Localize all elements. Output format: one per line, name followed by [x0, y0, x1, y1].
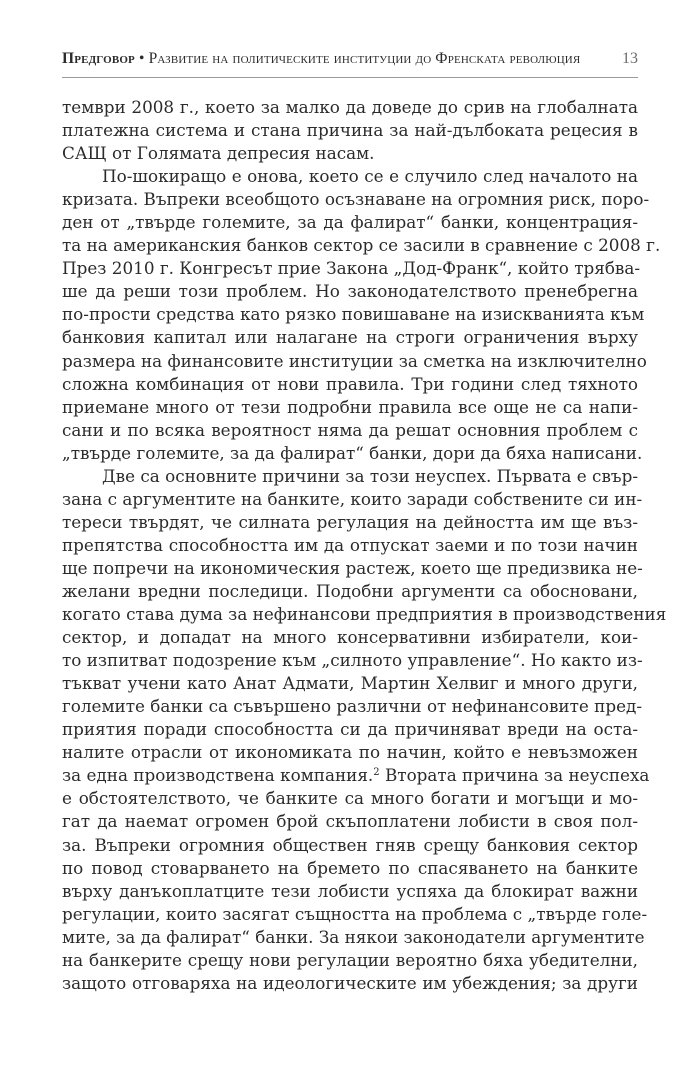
- text-line-content: върху данъкоплатците тези лобисти успяха да блокират важни: [62, 880, 638, 901]
- text-line-content: платежна система и стана причина за най-дълбоката рецесия в: [62, 120, 638, 141]
- footnote-marker: 2: [373, 767, 380, 779]
- text-line-content: тереси твърдят, че силната регулация на дейността им ще въз-: [62, 511, 638, 532]
- text-line: [62, 810, 638, 833]
- text-line: [62, 880, 638, 903]
- text-line: [62, 534, 638, 557]
- text-line: [62, 718, 638, 741]
- text-line: [62, 949, 638, 972]
- text-line: [62, 280, 638, 303]
- text-line: [62, 511, 638, 534]
- text-line-content: е обстоятелството, че банките са много богати и могъщи и мо-: [62, 788, 638, 809]
- text-line-content: за една производствена компания.: [62, 765, 374, 786]
- running-header-title: [62, 50, 580, 68]
- text-line-content: ше да реши този проблем. Но законодателството пренебрегна: [62, 281, 638, 302]
- page-number: 13: [622, 50, 638, 67]
- text-line: [62, 188, 650, 211]
- text-line: [62, 580, 638, 603]
- text-line: [62, 303, 645, 326]
- text-line: [62, 603, 667, 626]
- text-line: [62, 165, 638, 188]
- text-line: [62, 257, 641, 280]
- text-line-content: „твърде големите, за да фалират“ банки, дори да бяха написани.: [62, 442, 643, 463]
- text-line-content: кризата. Въпреки всеобщото осъзнаване на огромния риск, поро-: [62, 189, 650, 210]
- text-line-content: големите банки са съвършено различни от нефинансовите пред-: [62, 696, 643, 717]
- text-line: [62, 419, 638, 442]
- text-line-content: то изпитват подозрение към „силното управление“. Но както из-: [62, 650, 643, 671]
- text-line-content: сектор, и допадат на много консервативни избиратели, кои-: [62, 627, 638, 648]
- text-line-continuation: Втората причина за неуспеха: [379, 765, 650, 786]
- text-line-content: тъкват учени като Анат Адмати, Мартин Хелвиг и много други,: [62, 673, 638, 694]
- text-line: [62, 857, 638, 880]
- header-part: Предговор: [62, 50, 135, 67]
- text-line: [62, 96, 638, 119]
- text-line-content: защото отговаряха на идеологическите им убеждения; за други: [62, 972, 638, 993]
- text-line: [62, 672, 638, 695]
- text-line: [62, 488, 643, 511]
- text-line-content: Две са основните причини за този неуспех. Първата е свър-: [102, 465, 638, 486]
- text-line: [62, 764, 650, 787]
- header-separator: •: [134, 50, 149, 67]
- text-line: [62, 557, 643, 580]
- text-line: [62, 142, 638, 165]
- text-line-content: размера на финансовите институции за сметка на изключително: [62, 350, 647, 371]
- text-line-content: препятства способността им да отпускат заеми и по този начин: [62, 534, 638, 555]
- text-line-content: та на американския банков сектор се засили в сравнение с 2008 г.: [62, 235, 661, 256]
- text-line-content: налите отрасли от икономиката по начин, който е невъзможен: [62, 742, 638, 763]
- text-line: [62, 442, 643, 465]
- running-header: [62, 50, 638, 72]
- text-line-content: по повод стоварването на бремето по спасяването на банките: [62, 857, 638, 878]
- text-line-content: по-прости средства като рязко повишаване на изискванията към: [62, 304, 645, 325]
- text-line: [62, 903, 648, 926]
- text-line-content: приемане много от тези подробни правила все още не са напи-: [62, 396, 638, 417]
- text-line: [62, 926, 645, 949]
- text-line-content: ще попречи на икономическия растеж, което ще предизвика не-: [62, 557, 643, 578]
- text-line-content: сани и по всяка вероятност няма да решат основния проблем с: [62, 419, 638, 440]
- text-line-content: сложна комбинация от нови правила. Три години след тяхното: [62, 373, 638, 394]
- text-line-content: на банкерите срещу нови регулации вероятно бяха убедителни,: [62, 949, 638, 970]
- text-line-content: През 2010 г. Конгресът прие Закона „Дод-Франк“, който трябва-: [62, 258, 641, 279]
- text-line-content: ден от „твърде големите, за да фалират“ банки, концентрация-: [62, 212, 638, 233]
- text-line: [62, 626, 638, 649]
- text-line: [62, 972, 638, 995]
- text-line-content: мите, за да фалират“ банки. За някои законодатели аргументите: [62, 926, 645, 947]
- text-line: [62, 649, 643, 672]
- text-line-content: По-шокиращо е онова, което се е случило след началото на: [102, 166, 638, 187]
- text-line-content: за. Въпреки огромния обществен гняв срещу банковия сектор: [62, 834, 638, 855]
- text-line-content: регулации, които засягат същността на проблема с „твърде голе-: [62, 903, 648, 924]
- text-line: [62, 350, 647, 373]
- body-text: [62, 96, 667, 995]
- text-line-content: желани вредни последици. Подобни аргументи са обосновани,: [62, 580, 638, 601]
- text-line: [62, 396, 638, 419]
- text-line: [62, 834, 638, 857]
- text-line-content: тември 2008 г., което за малко да доведе до срив на глобалната: [62, 97, 638, 117]
- text-line: [62, 465, 638, 488]
- text-line: [62, 211, 638, 234]
- text-line-content: САЩ от Голямата депресия насам.: [62, 143, 375, 164]
- text-line: [62, 234, 661, 257]
- text-line: [62, 326, 638, 349]
- text-line-content: банковия капитал или налагане на строги ограничения върху: [62, 327, 638, 348]
- text-line-content: когато става дума за нефинансови предприятия в производствения: [62, 604, 667, 625]
- text-line: [62, 787, 638, 810]
- header-chapter: Развитие на политическите институции до Френската революция: [148, 50, 581, 67]
- text-line: [62, 373, 638, 396]
- text-line-content: гат да наемат огромен брой скъпоплатени лобисти в своя пол-: [62, 811, 638, 832]
- text-line-content: приятия поради способността си да причиняват вреди на оста-: [62, 719, 638, 740]
- header-rule: [62, 77, 638, 78]
- text-line-content: зана с аргументите на банките, които заради собствените си ин-: [62, 488, 643, 509]
- text-line: [62, 119, 638, 142]
- text-line: [62, 741, 638, 764]
- text-line: [62, 695, 643, 718]
